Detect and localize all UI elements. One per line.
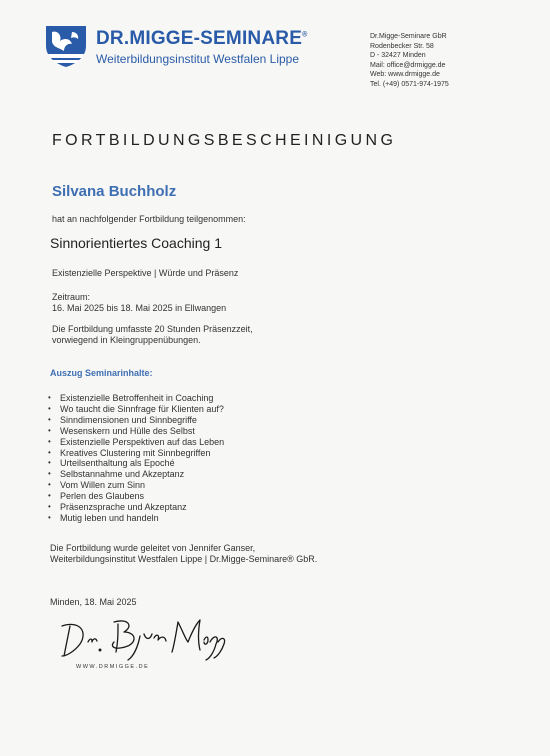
brand-subtitle: Weiterbildungsinstitut Westfalen Lippe bbox=[96, 52, 300, 66]
intro-text: hat an nachfolgender Fortbildung teilgenommen: bbox=[52, 214, 246, 224]
period-block bbox=[52, 292, 226, 314]
course-subtitle: Existenzielle Perspektive | Würde und Präsenz bbox=[52, 268, 239, 278]
address-line: D - 32427 Minden bbox=[370, 52, 426, 59]
list-item: • Existenzielle Betroffenheit in Coaching bbox=[48, 393, 224, 404]
address-line: Mail: office@drmigge.de bbox=[370, 61, 446, 69]
address-line: Dr.Migge-Seminare GbR bbox=[370, 33, 447, 40]
list-item: • Existenzielle Perspektiven auf das Leben bbox=[48, 437, 224, 448]
shield-icon bbox=[42, 24, 90, 68]
document-title: FORTBILDUNGSBESCHEINIGUNG bbox=[52, 132, 397, 149]
list-item: • Sinndimensionen und Sinnbegriffe bbox=[48, 415, 224, 426]
list-item: • Präsenzsprache und Akzeptanz bbox=[48, 502, 224, 513]
list-item: • Perlen des Glaubens bbox=[48, 491, 224, 502]
list-item: • Wesenskern und Hülle des Selbst bbox=[48, 426, 224, 437]
topic-list bbox=[48, 393, 224, 524]
recipient-name: Silvana Buchholz bbox=[52, 183, 177, 200]
list-item: • Mutig leben und handeln bbox=[48, 513, 224, 524]
place-date: Minden, 18. Mai 2025 bbox=[50, 597, 137, 607]
signature-url: WWW.DRMIGGE.DE bbox=[76, 664, 150, 670]
signature-image bbox=[58, 612, 228, 664]
section-heading: Auszug Seminarinhalte: bbox=[50, 368, 153, 378]
list-item: • Urteilsenthaltung als Epoché bbox=[48, 458, 224, 469]
period-value: 16. Mai 2025 bis 18. Mai 2025 in Ellwangen bbox=[52, 303, 227, 313]
duration-line: vorwiegend in Kleingruppenübungen. bbox=[52, 335, 201, 345]
course-title: Sinnorientiertes Coaching 1 bbox=[50, 235, 222, 251]
address-line: Rodenbecker Str. 58 bbox=[370, 42, 434, 50]
address-block bbox=[370, 32, 449, 89]
address-line: Tel. (+49) 0571-974-1975 bbox=[370, 80, 449, 88]
address-line: Web: www.drmigge.de bbox=[370, 71, 440, 78]
leader-block bbox=[50, 543, 317, 565]
list-item: • Kreatives Clustering mit Sinnbegriffen bbox=[48, 448, 224, 459]
list-item: • Selbstannahme und Akzeptanz bbox=[48, 469, 224, 480]
list-item: • Vom Willen zum Sinn bbox=[48, 480, 224, 491]
duration-line: Die Fortbildung umfasste 20 Stunden Präsenzzeit, bbox=[52, 324, 253, 334]
leader-line: Die Fortbildung wurde geleitet von Jennifer Ganser, bbox=[50, 543, 256, 553]
duration-block bbox=[52, 324, 253, 346]
leader-line: Weiterbildungsinstitut Westfalen Lippe | Dr.Migge-Seminare® GbR. bbox=[50, 554, 318, 564]
brand-name: DR.MIGGE-SEMINARE® bbox=[96, 28, 308, 49]
period-label: Zeitraum: bbox=[52, 292, 91, 302]
list-item: • Wo taucht die Sinnfrage für Klienten auf? bbox=[48, 404, 224, 415]
